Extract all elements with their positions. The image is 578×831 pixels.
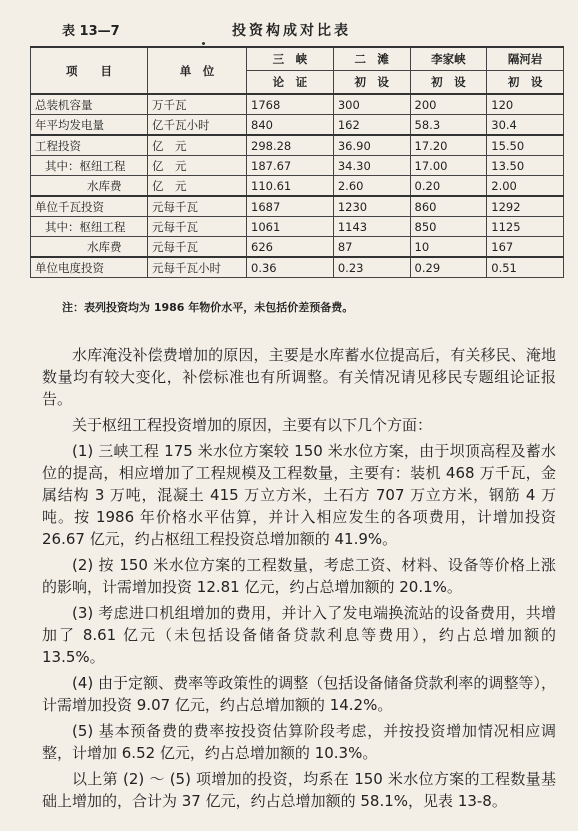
- row-value: 10: [410, 237, 487, 258]
- row-value: 840: [247, 115, 334, 136]
- row-item: 其中：枢纽工程: [31, 156, 148, 176]
- header-col-3-top: 李家峡: [410, 47, 487, 71]
- paragraph: 水库淹没补偿费增加的原因，主要是水库蓄水位提高后，有关移民、淹地数量均有较大变化，补偿标准也有所调整。有关情况请见移民专题组论证报告。: [42, 346, 556, 408]
- table-header-row-1: [31, 47, 564, 71]
- table-number: 表 13—7: [62, 24, 120, 39]
- table-heading: [62, 20, 556, 42]
- row-value: 36.90: [333, 135, 410, 156]
- row-item: 单位电度投资: [31, 257, 148, 278]
- row-value: 850: [410, 217, 487, 237]
- body-text: [42, 344, 556, 816]
- row-item: 水库费: [31, 176, 148, 197]
- row-value: 860: [410, 196, 487, 217]
- row-value: 58.3: [410, 115, 487, 136]
- row-value: 13.50: [487, 156, 564, 176]
- paragraph: 以上第 (2) ～ (5) 项增加的投资，均系在 150 米水位方案的工程数量基础上增加的，合计为 37 亿元，约占总增加额的 58.1%，见表 13-8。: [42, 770, 556, 810]
- row-value: 162: [333, 115, 410, 136]
- row-unit: 元每千瓦: [148, 237, 247, 258]
- row-value: 110.61: [247, 176, 334, 197]
- row-item: 其中：枢纽工程: [31, 217, 148, 237]
- row-item: 总装机容量: [31, 94, 148, 115]
- row-value: 626: [247, 237, 334, 258]
- row-value: 15.50: [487, 135, 564, 156]
- row-unit: 亿 元: [148, 135, 247, 156]
- header-col-1-top: 三 峡: [247, 47, 334, 71]
- header-col-1-bottom: 论 证: [247, 71, 334, 95]
- row-value: 298.28: [247, 135, 334, 156]
- row-value: 2.00: [487, 176, 564, 197]
- row-value: 30.4: [487, 115, 564, 136]
- table-row: [31, 257, 564, 278]
- row-unit: 万千瓦: [148, 94, 247, 115]
- row-value: 187.67: [247, 156, 334, 176]
- row-value: 34.30: [333, 156, 410, 176]
- row-item: 年平均发电量: [31, 115, 148, 136]
- row-unit: 亿千瓦小时: [148, 115, 247, 136]
- table-row: [31, 217, 564, 237]
- row-item: 水库费: [31, 237, 148, 258]
- row-value: 1143: [333, 217, 410, 237]
- row-value: 17.20: [410, 135, 487, 156]
- table-row: [31, 94, 564, 115]
- table-row: [31, 176, 564, 197]
- row-item: 单位千瓦投资: [31, 196, 148, 217]
- row-value: 1687: [247, 196, 334, 217]
- header-col-4-top: 隔河岩: [487, 47, 564, 71]
- paragraph: 关于枢纽工程投资增加的原因，主要有以下几个方面：: [72, 416, 433, 434]
- table-row: [31, 237, 564, 258]
- table-row: [31, 156, 564, 176]
- row-value: 1061: [247, 217, 334, 237]
- header-col-2-bottom: 初 设: [333, 71, 410, 95]
- row-unit: 亿 元: [148, 176, 247, 197]
- row-unit: 亿 元: [148, 156, 247, 176]
- row-value: 1230: [333, 196, 410, 217]
- row-value: 17.00: [410, 156, 487, 176]
- paragraph: (4) 由于定额、费率等政策性的调整（包括设备储备贷款利率的调整等），计需增加投资 9.07 亿元，约占总增加额的 14.2%。: [42, 674, 556, 714]
- paragraph: (1) 三峡工程 175 米水位方案较 150 米水位方案，由于坝顶高程及蓄水位的提高，相应增加了工程规模及工程数量，主要有：装机 468 万千瓦，金属结构 3 万吨，混凝土 415 万立方米，土石方 707 万立方米，钢筋 4 万吨。按 1986 年价格水平估算，并计入相应发生的各项费用，计增加投资 26.67 亿元，约占枢纽工程投资总增加额的 41.9%。: [42, 442, 556, 548]
- investment-table: [30, 46, 564, 278]
- table-row: [31, 196, 564, 217]
- table-title: 投资构成对比表: [232, 23, 351, 39]
- row-value: 1292: [487, 196, 564, 217]
- table-note: 注：表列投资均为 1986 年物价水平，未包括价差预备费。: [62, 301, 354, 314]
- row-unit: 元每千瓦: [148, 196, 247, 217]
- row-value: 1768: [247, 94, 334, 115]
- row-item: 工程投资: [31, 135, 148, 156]
- row-value: 0.20: [410, 176, 487, 197]
- paragraph: (3) 考虑进口机组增加的费用，并计入了发电端换流站的设备费用，共增加了 8.61 亿元（未包括设备储备贷款利息等费用），约占总增加额的 13.5%。: [42, 604, 556, 666]
- row-unit: 元每千瓦: [148, 217, 247, 237]
- row-value: 1125: [487, 217, 564, 237]
- table-row: [31, 115, 564, 136]
- header-unit: 单 位: [148, 47, 247, 94]
- header-col-3-bottom: 初 设: [410, 71, 487, 95]
- row-unit: 元每千瓦小时: [148, 257, 247, 278]
- row-value: 120: [487, 94, 564, 115]
- row-value: 300: [333, 94, 410, 115]
- row-value: 0.51: [487, 257, 564, 278]
- header-col-4-bottom: 初 设: [487, 71, 564, 95]
- row-value: 0.36: [247, 257, 334, 278]
- paragraph: (5) 基本预备费的费率按投资估算阶段考虑，并按投资增加情况相应调整，计增加 6.52 亿元，约占总增加额的 10.3%。: [42, 722, 556, 762]
- row-value: 87: [333, 237, 410, 258]
- decorative-dot: [202, 42, 205, 45]
- header-col-2-top: 二 滩: [333, 47, 410, 71]
- paragraph: (2) 按 150 米水位方案的工程数量，考虑工资、材料、设备等价格上涨的影响，计需增加投资 12.81 亿元，约占总增加额的 20.1%。: [42, 556, 556, 596]
- row-value: 167: [487, 237, 564, 258]
- row-value: 200: [410, 94, 487, 115]
- row-value: 0.23: [333, 257, 410, 278]
- row-value: 2.60: [333, 176, 410, 197]
- header-item: 项 目: [31, 47, 148, 94]
- table-row: [31, 135, 564, 156]
- row-value: 0.29: [410, 257, 487, 278]
